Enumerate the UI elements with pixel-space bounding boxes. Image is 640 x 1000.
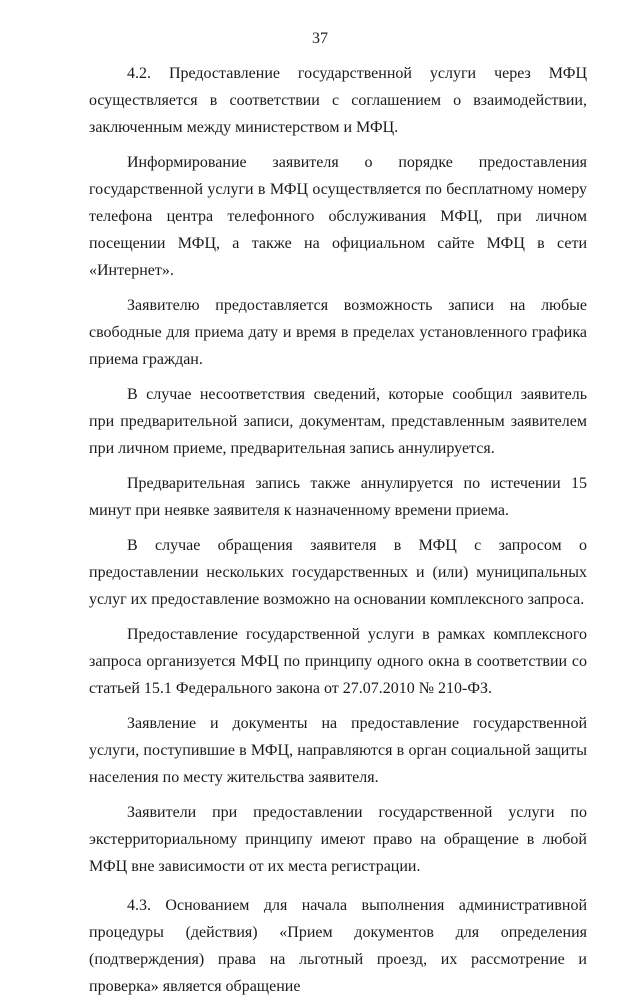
document-body [89, 60, 587, 1000]
paragraph-booking: Заявителю предоставляется возможность записи на любые свободные для приема дату и время в пределах установленного графика приема граждан. [89, 297, 587, 368]
paragraph-forwarding: Заявление и документы на предоставление государственной услуги, поступившие в МФЦ, направляются в орган социальной защиты населения по месту жительства заявителя. [89, 715, 587, 786]
paragraph-4-2: 4.2. Предоставление государственной услуги через МФЦ осуществляется в соответствии с соглашением о взаимодействии, заключенным между министерством и МФЦ. [89, 65, 587, 136]
paragraph-extraterritorial: Заявители при предоставлении государственной услуги по экстерриториальному принципу имеют право на обращение в любой МФЦ вне зависимости от их места регистрации. [89, 804, 587, 875]
paragraph-complex-request: В случае обращения заявителя в МФЦ с запросом о предоставлении нескольких государственных и (или) муниципальных услуг их предоставление возможно на основании комплексного запроса. [89, 537, 587, 608]
paragraph-cancellation: Предварительная запись также аннулируется по истечении 15 минут при неявке заявителя к назначенному времени приема. [89, 475, 587, 519]
paragraph-one-window: Предоставление государственной услуги в рамках комплексного запроса организуется МФЦ по принципу одного окна в соответствии со статьей 15.1 Федерального закона от 27.07.2010 № 210-ФЗ. [89, 626, 587, 697]
paragraph-4-3: 4.3. Основанием для начала выполнения административной процедуры (действия) «Прием документов для определения (подтверждения) права на льготный проезд, их рассмотрение и проверка» является обращение [89, 897, 587, 995]
page-number: 37 [312, 30, 328, 47]
paragraph-informing: Информирование заявителя о порядке предоставления государственной услуги в МФЦ осуществляется по бесплатному номеру телефона центра телефонного обслуживания МФЦ, при личном посещении МФЦ, а также на официальном сайте МФЦ в сети «Интернет». [89, 154, 587, 279]
paragraph-mismatch: В случае несоответствия сведений, которые сообщил заявитель при предварительной записи, документам, представленным заявителем при личном приеме, предварительная запись аннулируется. [89, 386, 587, 457]
